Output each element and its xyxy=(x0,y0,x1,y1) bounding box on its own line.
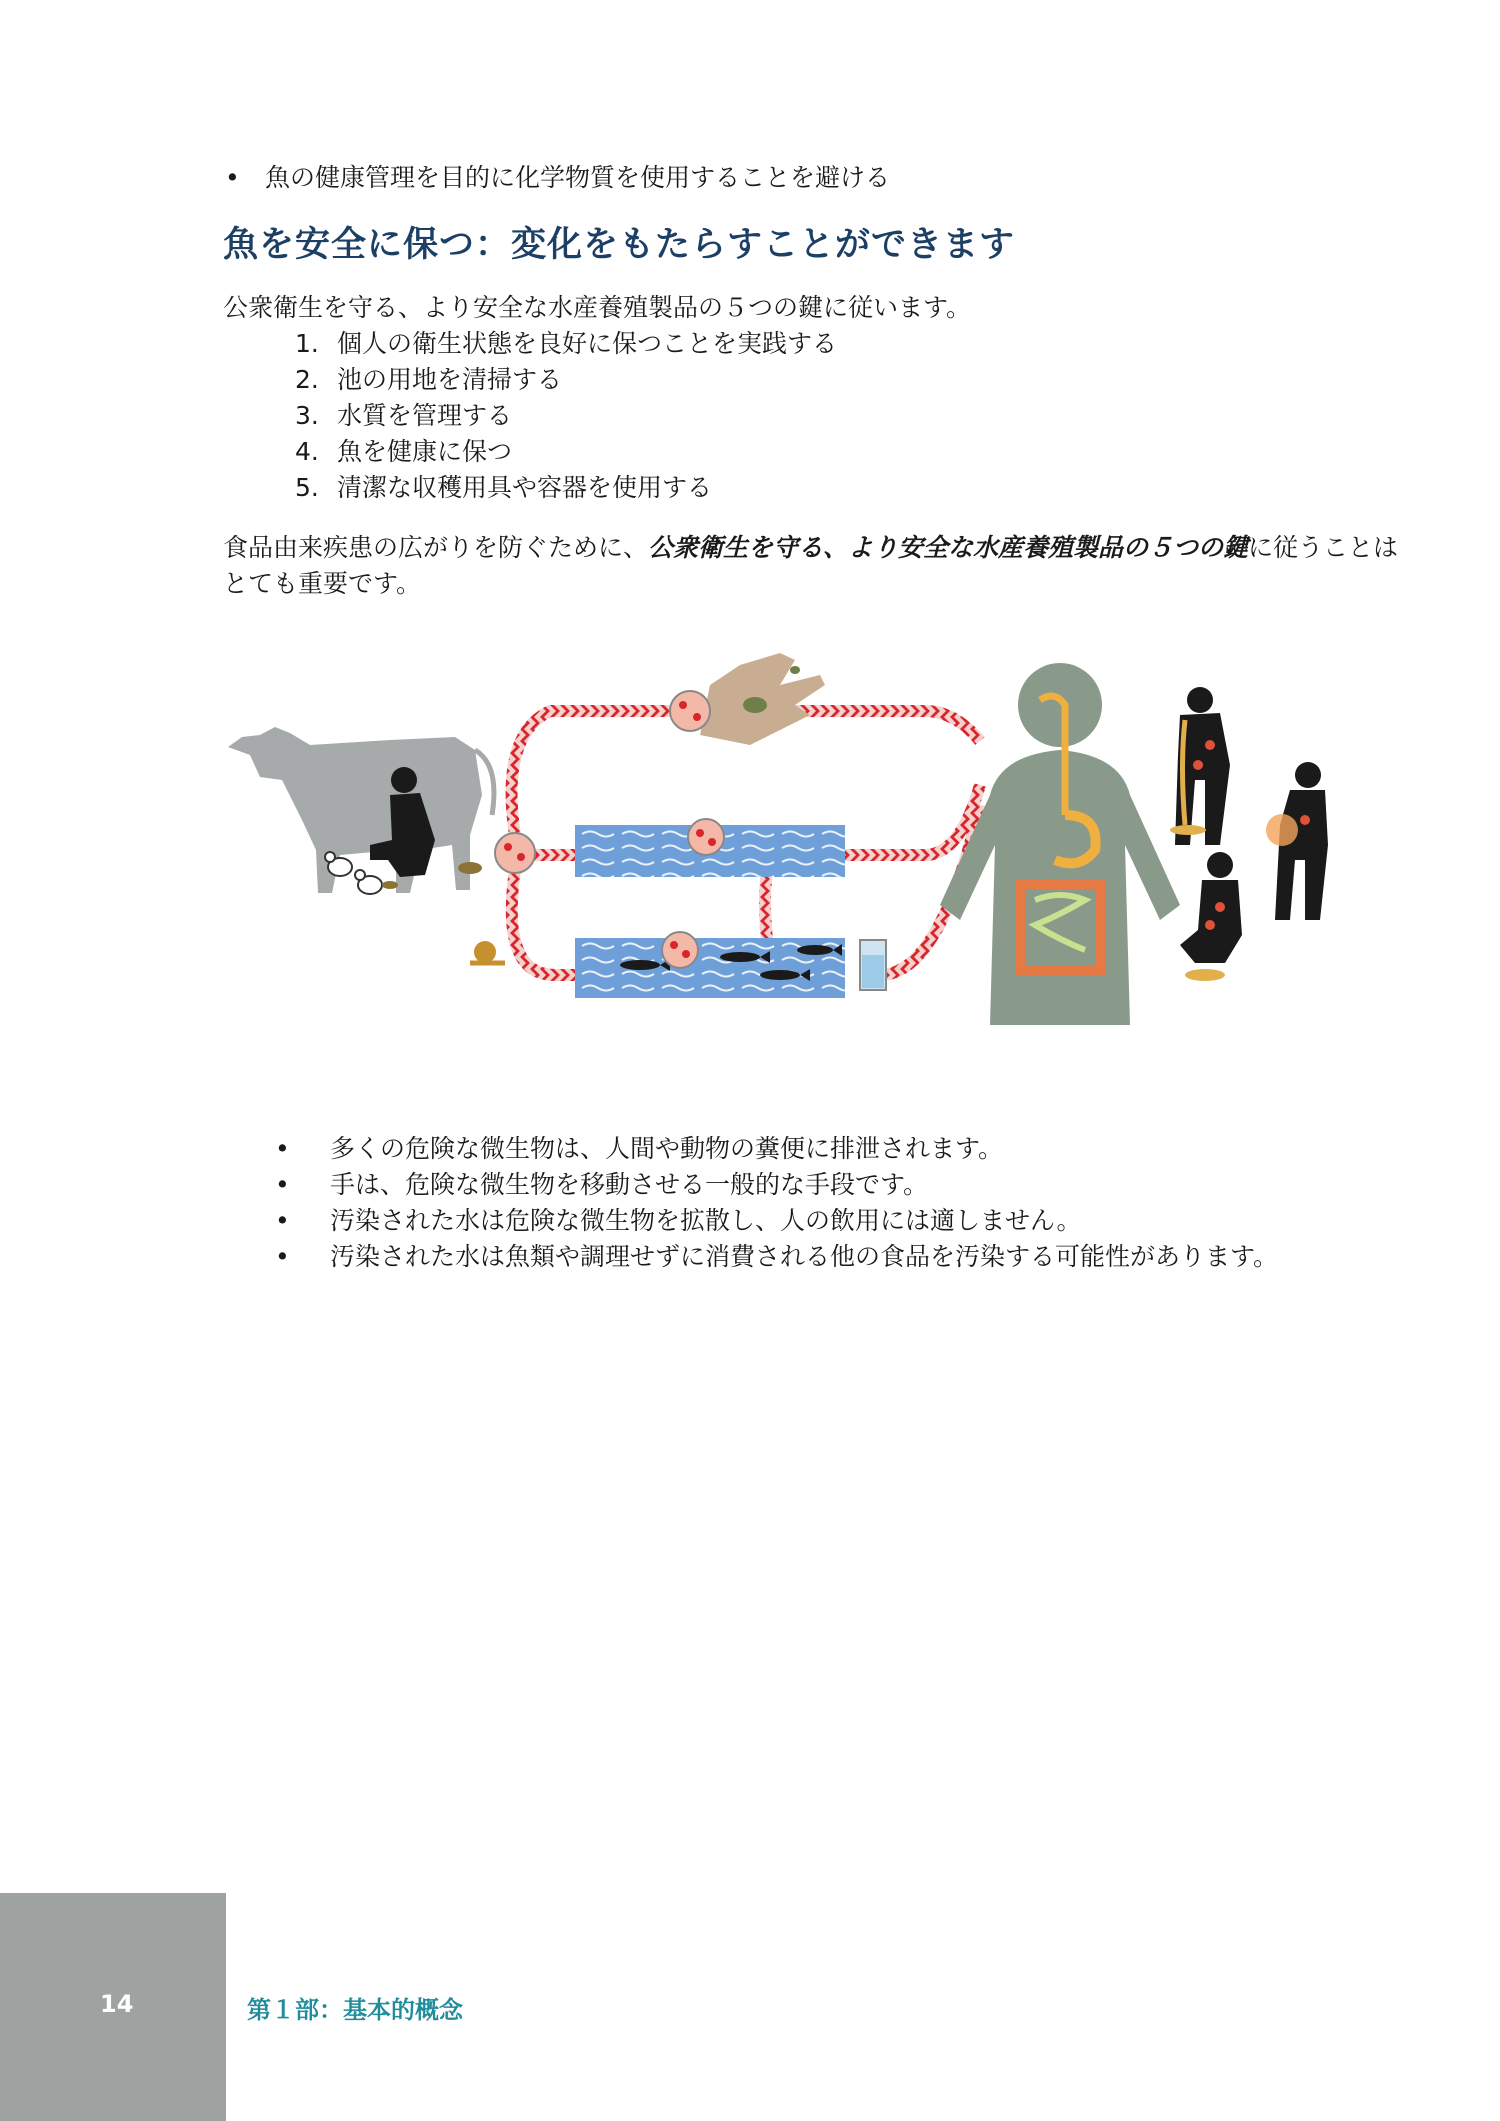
footer-section-label: 第１部：基本的概念 xyxy=(247,1996,463,2024)
sick-person-vomiting-icon xyxy=(1170,687,1230,845)
item-text: 汚染された水は魚類や調理せずに消費される他の食品を汚染する可能性があります。 xyxy=(330,1242,1279,1271)
bullet-marker: • xyxy=(275,1242,290,1271)
item-number: 2. xyxy=(295,365,319,394)
contamination-pathway-illustration xyxy=(220,645,1340,1030)
item-text: 池の用地を清掃する xyxy=(337,365,563,394)
para-before: 食品由来疾患の広がりを防ぐために、 xyxy=(223,533,649,562)
item-number: 3. xyxy=(295,401,319,430)
list-item xyxy=(295,470,837,506)
bullet-marker: • xyxy=(275,1170,290,1199)
five-keys-list xyxy=(295,326,837,506)
intro-text: 公衆衛生を守る、より安全な水産養殖製品の５つの鍵に従います。 xyxy=(223,293,972,322)
water-glass-icon xyxy=(860,940,886,990)
list-item xyxy=(295,398,837,434)
item-text: 清潔な収穫用具や容器を使用する xyxy=(337,473,713,502)
sick-person-pain-icon xyxy=(1266,762,1328,920)
sick-person-diarrhea-icon xyxy=(1180,852,1242,981)
list-item xyxy=(295,434,837,470)
item-text: 個人の衛生状態を良好に保つことを実践する xyxy=(337,329,838,358)
item-text: 魚を健康に保つ xyxy=(337,437,513,466)
bullet-marker: • xyxy=(275,1134,290,1163)
page-number: 14 xyxy=(100,1990,134,2018)
item-text: 手は、危険な微生物を移動させる一般的な手段です。 xyxy=(330,1170,929,1199)
item-number: 4. xyxy=(295,437,319,466)
list-item xyxy=(275,1167,1278,1203)
item-number: 5. xyxy=(295,473,319,502)
item-text: 汚染された水は危険な微生物を拡散し、人の飲用には適しません。 xyxy=(330,1206,1082,1235)
microbe-circle-hand xyxy=(670,691,710,731)
list-item xyxy=(275,1131,1278,1167)
microbe-circle-source xyxy=(495,833,535,873)
list-item xyxy=(295,362,837,398)
microbe-circle-fish xyxy=(662,932,698,968)
contaminated-hand-icon xyxy=(700,653,825,745)
snail-icon xyxy=(470,941,505,963)
section-heading: 魚を安全に保つ：変化をもたらすことができます xyxy=(223,225,1016,265)
para-after: に従うことはとても重要です。 xyxy=(223,533,1399,598)
para-emphasis: 公衆衛生を守る、より安全な水産養殖製品の５つの鍵 xyxy=(648,533,1249,562)
bullet-text: 魚の健康管理を目的に化学物質を使用することを避ける xyxy=(265,163,891,192)
list-item xyxy=(275,1203,1278,1239)
cow-silhouette xyxy=(228,727,494,893)
facts-list xyxy=(275,1131,1278,1275)
bullet-marker: • xyxy=(225,163,240,192)
microbe-circle-water xyxy=(688,819,724,855)
bullet-marker: • xyxy=(275,1206,290,1235)
importance-paragraph xyxy=(223,530,1403,602)
list-item xyxy=(295,326,837,362)
item-text: 多くの危険な微生物は、人間や動物の糞便に排泄されます。 xyxy=(330,1134,1004,1163)
list-item xyxy=(275,1239,1278,1275)
top-bullet xyxy=(225,160,890,196)
item-number: 1. xyxy=(295,329,319,358)
item-text: 水質を管理する xyxy=(337,401,513,430)
